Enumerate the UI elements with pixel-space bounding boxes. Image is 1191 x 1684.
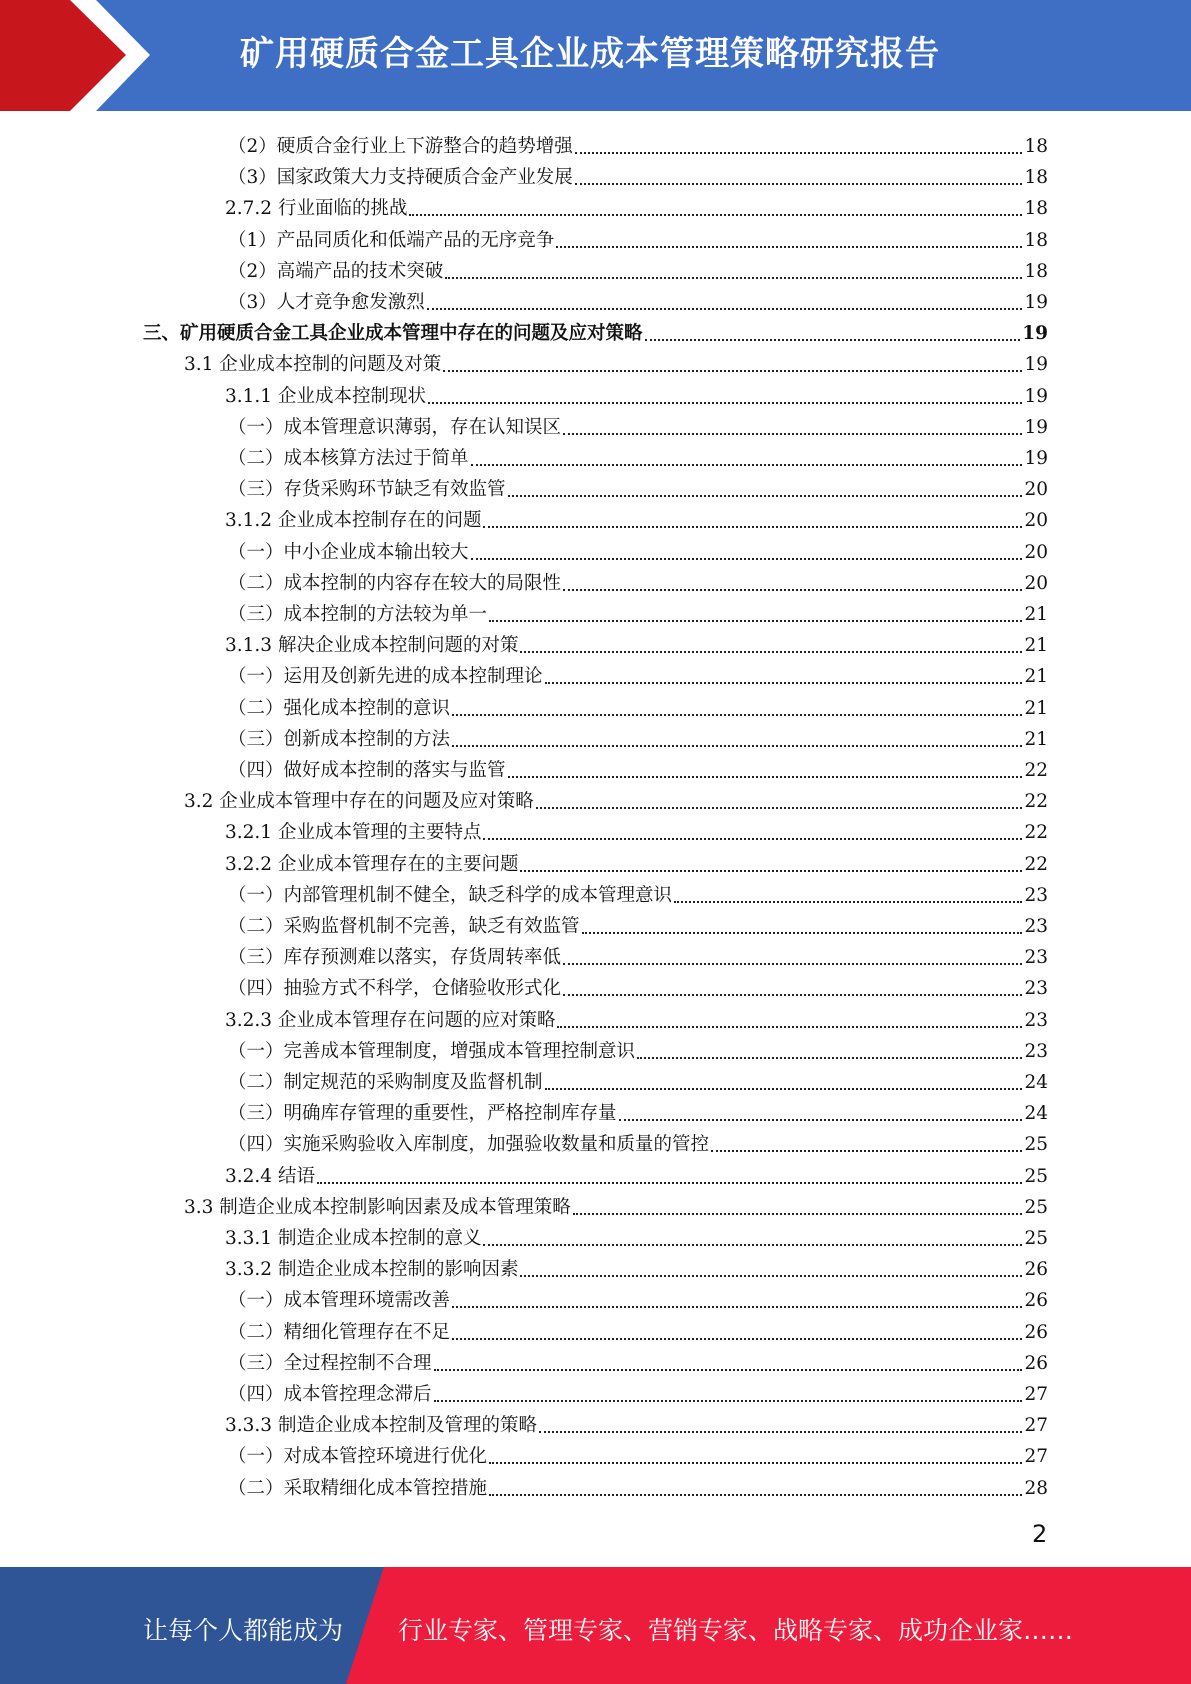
toc-entry-title: （一）运用及创新先进的成本控制理论	[228, 666, 543, 688]
toc-entry[interactable]	[225, 1158, 1048, 1189]
toc-entry-title: （二）成本核算方法过于简单	[228, 448, 469, 469]
toc-entry[interactable]	[228, 939, 1048, 970]
toc-entry-title: （一）成本管理意识薄弱，存在认知误区	[228, 416, 562, 438]
toc-entry-page: 19	[1024, 448, 1048, 469]
toc-entry-title: （一）中小企业成本输出较大	[228, 541, 469, 563]
toc-entry[interactable]	[228, 284, 1048, 315]
toc-entry-title: 3.2.4 结语	[225, 1165, 315, 1187]
toc-dot-leader	[545, 1088, 1023, 1090]
page-number: 2	[1032, 1520, 1048, 1548]
toc-entry[interactable]	[228, 1314, 1048, 1345]
toc-entry[interactable]	[228, 1282, 1048, 1313]
report-title: 矿用硬质合金工具企业成本管理策略研究报告	[240, 34, 940, 74]
toc-entry-title: 3.2.2 企业成本管理存在的主要问题	[225, 853, 519, 875]
toc-entry-page: 23	[1024, 884, 1048, 906]
toc-dot-leader	[645, 339, 1021, 341]
toc-entry[interactable]	[228, 534, 1048, 565]
toc-entry-title: （二）采购监督机制不完善，缺乏有效监管	[228, 916, 580, 937]
toc-dot-leader	[443, 370, 1022, 372]
toc-entry-page: 22	[1024, 791, 1048, 813]
toc-entry[interactable]	[228, 565, 1048, 596]
toc-entry-page: 26	[1024, 1321, 1048, 1343]
toc-dot-leader	[575, 183, 1023, 185]
toc-entry[interactable]	[225, 1220, 1048, 1251]
toc-dot-leader	[452, 745, 1022, 747]
toc-entry-title: （三）创新成本控制的方法	[228, 728, 451, 750]
toc-dot-leader	[637, 1057, 1022, 1059]
toc-dot-leader	[520, 870, 1022, 872]
toc-dot-leader	[520, 1275, 1022, 1277]
toc-entry[interactable]	[228, 159, 1048, 190]
toc-entry-title: （三）全过程控制不合理	[228, 1352, 432, 1374]
toc-dot-leader	[575, 152, 1023, 154]
toc-entry-page: 19	[1024, 292, 1048, 313]
toc-entry-title: 3.2.3 企业成本管理存在问题的应对策略	[225, 1009, 556, 1031]
toc-entry-page: 25	[1024, 1165, 1048, 1187]
toc-entry-page: 25	[1024, 1228, 1048, 1249]
toc-dot-leader	[317, 1182, 1023, 1184]
toc-entry-page: 24	[1024, 1072, 1048, 1093]
toc-entry-title: （2）硬质合金行业上下游整合的趋势增强	[228, 136, 573, 157]
toc-dot-leader	[483, 526, 1022, 528]
toc-entry-title: 3.2 企业成本管理中存在的问题及应对策略	[184, 791, 534, 813]
toc-dot-leader	[573, 1213, 1023, 1215]
toc-entry-title: 3.3.3 制造企业成本控制及管理的策略	[225, 1415, 537, 1437]
toc-entry-page: 26	[1024, 1290, 1048, 1312]
toc-entry-title: 3.1.3 解决企业成本控制问题的对策	[225, 635, 519, 657]
toc-dot-leader	[508, 495, 1023, 497]
toc-entry-page: 18	[1024, 167, 1048, 189]
toc-entry-page: 19	[1022, 323, 1048, 345]
toc-entry-title: （3）人才竞争愈发激烈	[228, 292, 425, 313]
toc-dot-leader	[563, 963, 1022, 965]
toc-entry-title: （四）做好成本控制的落实与监管	[228, 760, 506, 781]
toc-entry-title: 3.3.2 制造企业成本控制的影响因素	[225, 1259, 519, 1281]
toc-entry-title: （1）产品同质化和低端产品的无序竞争	[228, 229, 555, 251]
toc-entry-page: 21	[1024, 635, 1048, 657]
toc-entry-page: 22	[1024, 822, 1048, 844]
toc-entry[interactable]	[228, 471, 1048, 502]
toc-entry[interactable]	[228, 1126, 1048, 1157]
toc-entry-title: （2）高端产品的技术突破	[228, 260, 444, 282]
toc-entry-page: 22	[1024, 853, 1048, 875]
toc-entry-title: 3.1 企业成本控制的问题及对策	[184, 354, 442, 376]
toc-entry-title: 三、矿用硬质合金工具企业成本管理中存在的问题及应对策略	[143, 323, 643, 345]
toc-entry[interactable]	[225, 627, 1048, 658]
toc-entry[interactable]	[228, 222, 1048, 253]
toc-entry[interactable]	[225, 190, 1048, 221]
toc-entry[interactable]	[228, 440, 1048, 471]
toc-entry[interactable]	[228, 908, 1048, 939]
toc-dot-leader	[452, 714, 1022, 716]
toc-entry[interactable]	[228, 128, 1048, 159]
toc-entry-title: 3.1.2 企业成本控制存在的问题	[225, 510, 482, 532]
toc-entry[interactable]	[228, 721, 1048, 752]
toc-dot-leader	[520, 651, 1022, 653]
toc-entry-page: 23	[1024, 916, 1048, 937]
toc-entry-page: 27	[1024, 1415, 1048, 1437]
toc-entry-page: 18	[1024, 260, 1048, 282]
toc-entry-page: 27	[1024, 1446, 1048, 1468]
toc-entry-page: 23	[1024, 947, 1048, 969]
toc-entry[interactable]	[225, 846, 1048, 877]
toc-entry-page: 21	[1024, 697, 1048, 719]
toc-entry-title: （一）成本管理环境需改善	[228, 1290, 451, 1312]
toc-entry[interactable]	[184, 1189, 1048, 1220]
toc-entry-page: 20	[1024, 479, 1048, 501]
toc-entry-title: （四）成本管控理念滞后	[228, 1384, 432, 1405]
toc-entry-title: 3.2.1 企业成本管理的主要特点	[225, 822, 482, 844]
toc-entry-title: （四）实施采购验收入库制度，加强验收数量和质量的管控	[228, 1134, 710, 1156]
toc-entry[interactable]	[228, 752, 1048, 783]
toc-entry-page: 18	[1024, 229, 1048, 251]
toc-entry-title: （二）制定规范的采购制度及监督机制	[228, 1072, 543, 1093]
toc-entry-title: （3）国家政策大力支持硬质合金产业发展	[228, 167, 573, 189]
toc-entry[interactable]	[228, 409, 1048, 440]
toc-entry-page: 23	[1024, 978, 1048, 1000]
toc-dot-leader	[674, 901, 1022, 903]
footer-slogan-left: 让每个人都能成为	[143, 1616, 344, 1645]
toc-dot-leader	[483, 1244, 1022, 1246]
toc-entry[interactable]	[225, 502, 1048, 533]
toc-entry-page: 28	[1024, 1477, 1048, 1499]
footer-banner	[0, 1567, 1191, 1684]
toc-entry-title: （三）库存预测难以落实，存货周转率低	[228, 947, 562, 969]
toc-dot-leader	[489, 1462, 1022, 1464]
toc-entry[interactable]	[228, 970, 1048, 1001]
toc-dot-leader	[471, 558, 1023, 560]
toc-entry-page: 27	[1024, 1384, 1048, 1405]
toc-entry-title: （三）存货采购环节缺乏有效监管	[228, 479, 506, 501]
toc-entry-page: 23	[1024, 1040, 1048, 1062]
toc-entry-title: （三）明确库存管理的重要性，严格控制库存量	[228, 1103, 617, 1125]
toc-entry[interactable]	[184, 346, 1048, 377]
toc-dot-leader	[545, 682, 1023, 684]
toc-entry-page: 19	[1024, 416, 1048, 438]
toc-dot-leader	[434, 1400, 1023, 1402]
toc-dot-leader	[483, 838, 1022, 840]
toc-dot-leader	[563, 433, 1022, 435]
header-banner	[0, 0, 1191, 111]
toc-dot-leader	[434, 1369, 1023, 1371]
toc-dot-leader	[557, 1026, 1022, 1028]
toc-dot-leader	[711, 1150, 1022, 1152]
toc-entry[interactable]	[228, 1438, 1048, 1469]
toc-entry-page: 18	[1024, 136, 1048, 157]
toc-dot-leader	[563, 589, 1022, 591]
toc-entry-title: 3.3.1 制造企业成本控制的意义	[225, 1228, 482, 1249]
toc-entry[interactable]	[225, 1407, 1048, 1438]
toc-entry[interactable]	[228, 1064, 1048, 1095]
toc-entry-page: 24	[1024, 1103, 1048, 1125]
toc-dot-leader	[428, 402, 1022, 404]
toc-entry[interactable]	[228, 877, 1048, 908]
toc-entry[interactable]	[228, 1345, 1048, 1376]
toc-entry-title: （二）精细化管理存在不足	[228, 1321, 451, 1343]
toc-entry-title: （二）强化成本控制的意识	[228, 697, 451, 719]
toc-entry-page: 19	[1024, 354, 1048, 376]
toc-entry-page: 23	[1024, 1009, 1048, 1031]
toc-entry[interactable]	[228, 1376, 1048, 1407]
toc-dot-leader	[489, 1494, 1022, 1496]
toc-dot-leader	[471, 464, 1023, 466]
toc-dot-leader	[563, 994, 1022, 996]
toc-entry-page: 20	[1024, 572, 1048, 594]
toc-dot-leader	[489, 620, 1022, 622]
toc-entry-page: 21	[1024, 604, 1048, 625]
toc-entry-page: 21	[1024, 666, 1048, 688]
toc-entry[interactable]	[228, 1095, 1048, 1126]
footer-slogan-right: 行业专家、管理专家、营销专家、战略专家、成功企业家……	[398, 1616, 1074, 1645]
toc-entry[interactable]	[225, 378, 1048, 409]
toc-entry-title: 3.3 制造企业成本控制影响因素及成本管理策略	[184, 1196, 571, 1218]
toc-entry-page: 25	[1024, 1196, 1048, 1218]
toc-entry-page: 22	[1024, 760, 1048, 781]
toc-entry-page: 26	[1024, 1352, 1048, 1374]
toc-entry[interactable]	[228, 690, 1048, 721]
toc-entry-page: 21	[1024, 728, 1048, 750]
toc-entry-page: 20	[1024, 541, 1048, 563]
toc-dot-leader	[452, 1306, 1022, 1308]
toc-entry-page: 25	[1024, 1134, 1048, 1156]
toc-entry[interactable]	[184, 783, 1048, 814]
toc-entry-title: （一）完善成本管理制度，增强成本管理控制意识	[228, 1040, 636, 1062]
toc-dot-leader	[452, 1338, 1022, 1340]
toc-entry[interactable]	[228, 1033, 1048, 1064]
toc-dot-leader	[539, 1431, 1022, 1433]
toc-dot-leader	[427, 308, 1023, 310]
toc-dot-leader	[582, 932, 1023, 934]
toc-entry-page: 26	[1024, 1259, 1048, 1281]
toc-entry[interactable]	[225, 814, 1048, 845]
toc-entry-page: 20	[1024, 510, 1048, 532]
toc-dot-leader	[619, 1119, 1023, 1121]
toc-entry-title: 3.1.1 企业成本控制现状	[225, 385, 426, 407]
toc-dot-leader	[409, 214, 1022, 216]
toc-entry-page: 18	[1024, 198, 1048, 220]
toc-dot-leader	[536, 807, 1023, 809]
toc-entry-title: （四）抽验方式不科学，仓储验收形式化	[228, 978, 562, 1000]
toc-entry-title: 2.7.2 行业面临的挑战	[225, 198, 408, 220]
toc-entry[interactable]	[225, 1002, 1048, 1033]
toc-entry[interactable]	[228, 253, 1048, 284]
toc-entry-title: （一）内部管理机制不健全，缺乏科学的成本管理意识	[228, 884, 673, 906]
toc-entry-title: （一）对成本管控环境进行优化	[228, 1446, 488, 1468]
toc-entry[interactable]	[228, 658, 1048, 689]
toc-entry-title: （二）成本控制的内容存在较大的局限性	[228, 572, 562, 594]
toc-dot-leader	[556, 246, 1022, 248]
toc-dot-leader	[508, 776, 1023, 778]
toc-entry[interactable]	[225, 1251, 1048, 1282]
toc-dot-leader	[445, 277, 1022, 279]
toc-entry-title: （二）采取精细化成本管控措施	[228, 1477, 488, 1499]
toc-entry[interactable]	[228, 596, 1048, 627]
toc-entry-title: （三）成本控制的方法较为单一	[228, 604, 488, 625]
toc-entry-page: 19	[1024, 385, 1048, 407]
toc-entry[interactable]	[228, 1470, 1048, 1501]
toc-entry[interactable]	[143, 315, 1048, 346]
